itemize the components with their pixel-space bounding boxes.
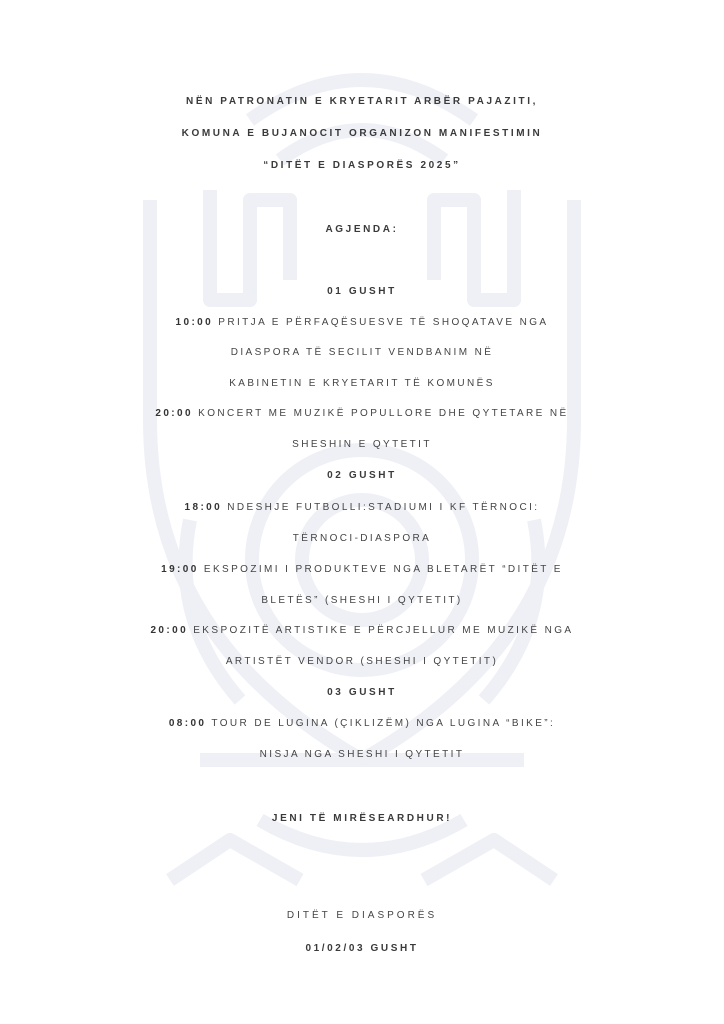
event-text: KONCERT ME MUZIKË POPULLORE DHE QYTETARE NË <box>198 408 569 419</box>
agenda-line: KABINETIN E KRYETARIT TË KOMUNËS <box>229 378 495 389</box>
agenda-line: SHESHIN E QYTETIT <box>292 439 432 450</box>
day-label: 02 GUSHT <box>327 470 397 481</box>
event-time: 19:00 <box>161 564 199 575</box>
event-time: 18:00 <box>184 502 223 513</box>
event-time: 10:00 <box>175 317 214 328</box>
event-text: TOUR DE LUGINA (ÇIKLIZËM) NGA LUGINA “BIKE”: <box>211 718 556 729</box>
event-text: PRITJA E PËRFAQËSUESVE TË SHOQATAVE NGA <box>218 317 549 328</box>
day-label: 03 GUSHT <box>327 687 397 698</box>
agenda-line <box>0 718 724 729</box>
event-text: NDESHJE FUTBOLLI:STADIUMI I KF TËRNOCI: <box>227 502 540 513</box>
header-line-1: NËN PATRONATIN E KRYETARIT ARBËR PAJAZITI, <box>186 96 538 107</box>
agenda-line: ARTISTËT VENDOR (SHESHI I QYTETIT) <box>225 656 499 667</box>
header-line-2: KOMUNA E BUJANOCIT ORGANIZON MANIFESTIMIN <box>181 128 543 139</box>
agenda-title: AGJENDA: <box>325 224 399 235</box>
agenda-line <box>0 625 724 636</box>
agenda-line: BLETËS” (SHESHI I QYTETIT) <box>261 595 463 606</box>
agenda-line: DIASPORA TË SECILIT VENDBANIM NË <box>230 347 494 358</box>
welcome-text: JENI TË MIRËSEARDHUR! <box>271 813 453 824</box>
header-line-3: “DITËT E DIASPORËS 2025” <box>263 160 461 171</box>
agenda-line <box>0 408 724 419</box>
event-time: 20:00 <box>150 625 189 636</box>
event-time: 20:00 <box>155 408 193 419</box>
footer-dates: 01/02/03 GUSHT <box>305 943 419 954</box>
event-text: EKSPOZITË ARTISTIKE E PËRCJELLUR ME MUZIKË NGA <box>193 625 574 636</box>
agenda-line <box>0 502 724 513</box>
agenda-line <box>0 564 724 575</box>
day-label: 01 GUSHT <box>327 286 397 297</box>
agenda-line <box>0 317 724 328</box>
agenda-line: NISJA NGA SHESHI I QYTETIT <box>259 749 465 760</box>
agenda-line: TËRNOCI-DIASPORA <box>292 533 432 544</box>
footer-title: DITËT E DIASPORËS <box>286 910 438 921</box>
event-time: 08:00 <box>168 718 207 729</box>
event-text: EKSPOZIMI I PRODUKTEVE NGA BLETARËT “DITËT E <box>203 564 563 575</box>
